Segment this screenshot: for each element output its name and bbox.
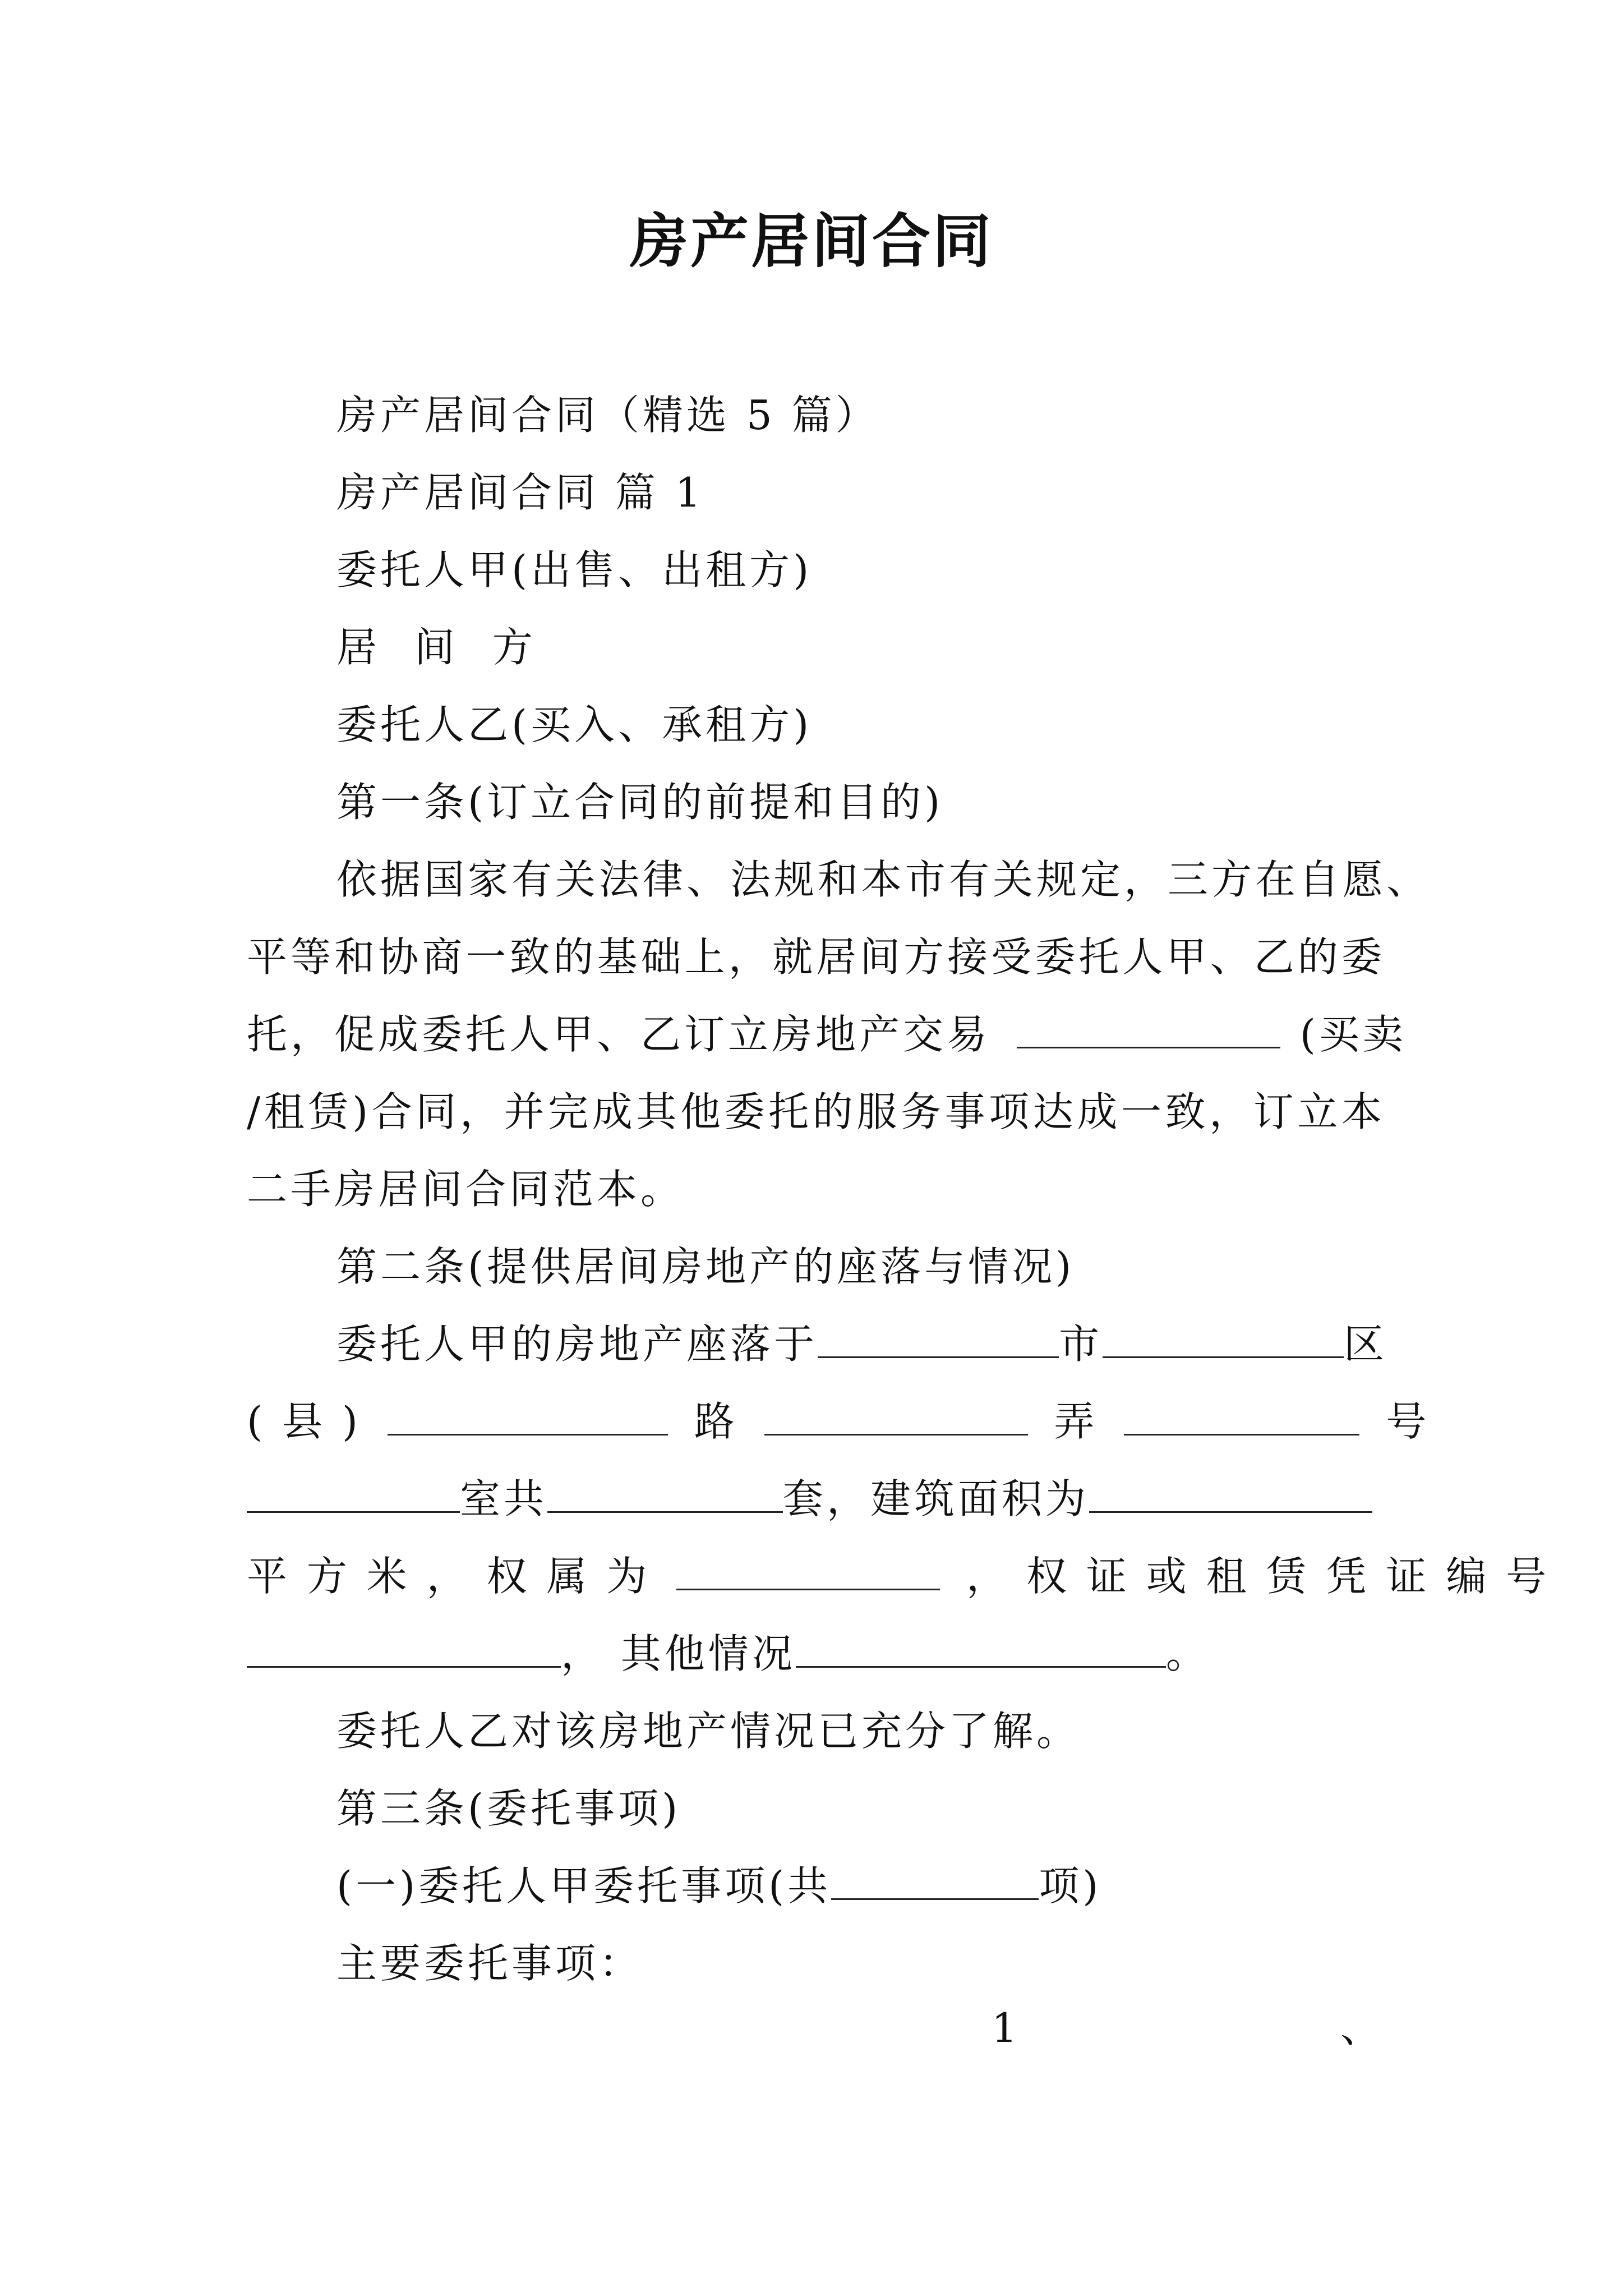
text-segment: 委托人甲的房地产座落于 xyxy=(336,1320,818,1368)
article-2-text xyxy=(336,1316,1388,1372)
section-heading: 房产居间合同 篇 1 xyxy=(336,469,704,516)
article-1-text: 依据国家有关法律、法规和本市有关规定，三方在自愿、 xyxy=(336,856,1431,903)
text-segment: 区 xyxy=(1344,1320,1388,1368)
item-separator: 、 xyxy=(1340,2004,1381,2051)
text-segment: 弄 xyxy=(1054,1398,1098,1445)
article-1-text xyxy=(247,1006,1407,1062)
text-segment: (一)委托人甲委托事项(共 xyxy=(336,1862,832,1910)
text-segment: 市 xyxy=(1059,1320,1103,1368)
article-3-subheading: 主要委托事项： xyxy=(336,1940,643,1987)
fill-blank[interactable] xyxy=(1103,1320,1344,1358)
text-segment: 。 xyxy=(1165,1630,1210,1677)
fill-blank[interactable] xyxy=(818,1320,1059,1358)
text-segment: ， 其他情况 xyxy=(561,1630,796,1677)
fill-blank[interactable] xyxy=(1089,1475,1372,1513)
fill-blank[interactable] xyxy=(388,1398,668,1435)
article-2-text xyxy=(247,1471,1385,1527)
item-number: 1 xyxy=(992,2004,1017,2051)
article-2-text xyxy=(247,1393,1430,1450)
party-b-label: 委托人乙(买入、承租方) xyxy=(336,701,813,748)
document-title: 房产居间合同 xyxy=(629,206,993,275)
fill-blank[interactable] xyxy=(247,1475,460,1513)
article-2-text xyxy=(247,1548,1550,1604)
fill-blank[interactable] xyxy=(676,1553,940,1590)
fill-blank[interactable] xyxy=(1124,1398,1359,1435)
fill-blank[interactable] xyxy=(1017,1011,1280,1048)
fill-blank[interactable] xyxy=(796,1630,1166,1668)
fill-blank[interactable] xyxy=(247,1630,561,1668)
article-1-heading: 第一条(订立合同的前提和目的) xyxy=(336,779,944,826)
article-2-heading: 第二条(提供居间房地产的座落与情况) xyxy=(336,1243,1075,1290)
text-segment: 套，建筑面积为 xyxy=(783,1475,1090,1522)
article-2-text xyxy=(247,1626,1385,1682)
article-3-heading: 第三条(委托事项) xyxy=(336,1785,681,1832)
fill-blank[interactable] xyxy=(831,1862,1039,1900)
text-segment: ， 权 证 或 租 赁 凭 证 编 号 xyxy=(966,1553,1550,1600)
fill-blank[interactable] xyxy=(547,1475,783,1513)
text-segment: 室共 xyxy=(460,1475,548,1522)
subtitle-line: 房产居间合同（精选 5 篇） xyxy=(336,392,879,439)
article-1-text: 二手房居间合同范本。 xyxy=(247,1166,685,1213)
text-segment: 号 xyxy=(1386,1398,1430,1445)
intermediary-label: 居 间 方 xyxy=(336,624,545,671)
text-segment: 托，促成委托人甲、乙订立房地产交易 xyxy=(247,1011,991,1058)
text-segment: 项) xyxy=(1039,1862,1102,1910)
text-segment: 路 xyxy=(694,1398,738,1445)
article-1-text: 平等和协商一致的基础上，就居间方接受委托人甲、乙的委 xyxy=(247,933,1385,981)
article-1-text: /租赁)合同，并完成其他委托的服务事项达成一致，订立本 xyxy=(247,1088,1385,1135)
party-a-label: 委托人甲(出售、出租方) xyxy=(336,546,813,593)
text-segment: (买卖 xyxy=(1299,1011,1407,1058)
text-segment: 平 方 米 ， 权 属 为 xyxy=(247,1553,651,1600)
fill-blank[interactable] xyxy=(764,1398,1028,1435)
text-segment: ( 县 ) xyxy=(247,1398,361,1445)
article-3-item xyxy=(336,1858,1385,1914)
article-2-note: 委托人乙对该房地产情况已充分了解。 xyxy=(336,1708,1081,1755)
